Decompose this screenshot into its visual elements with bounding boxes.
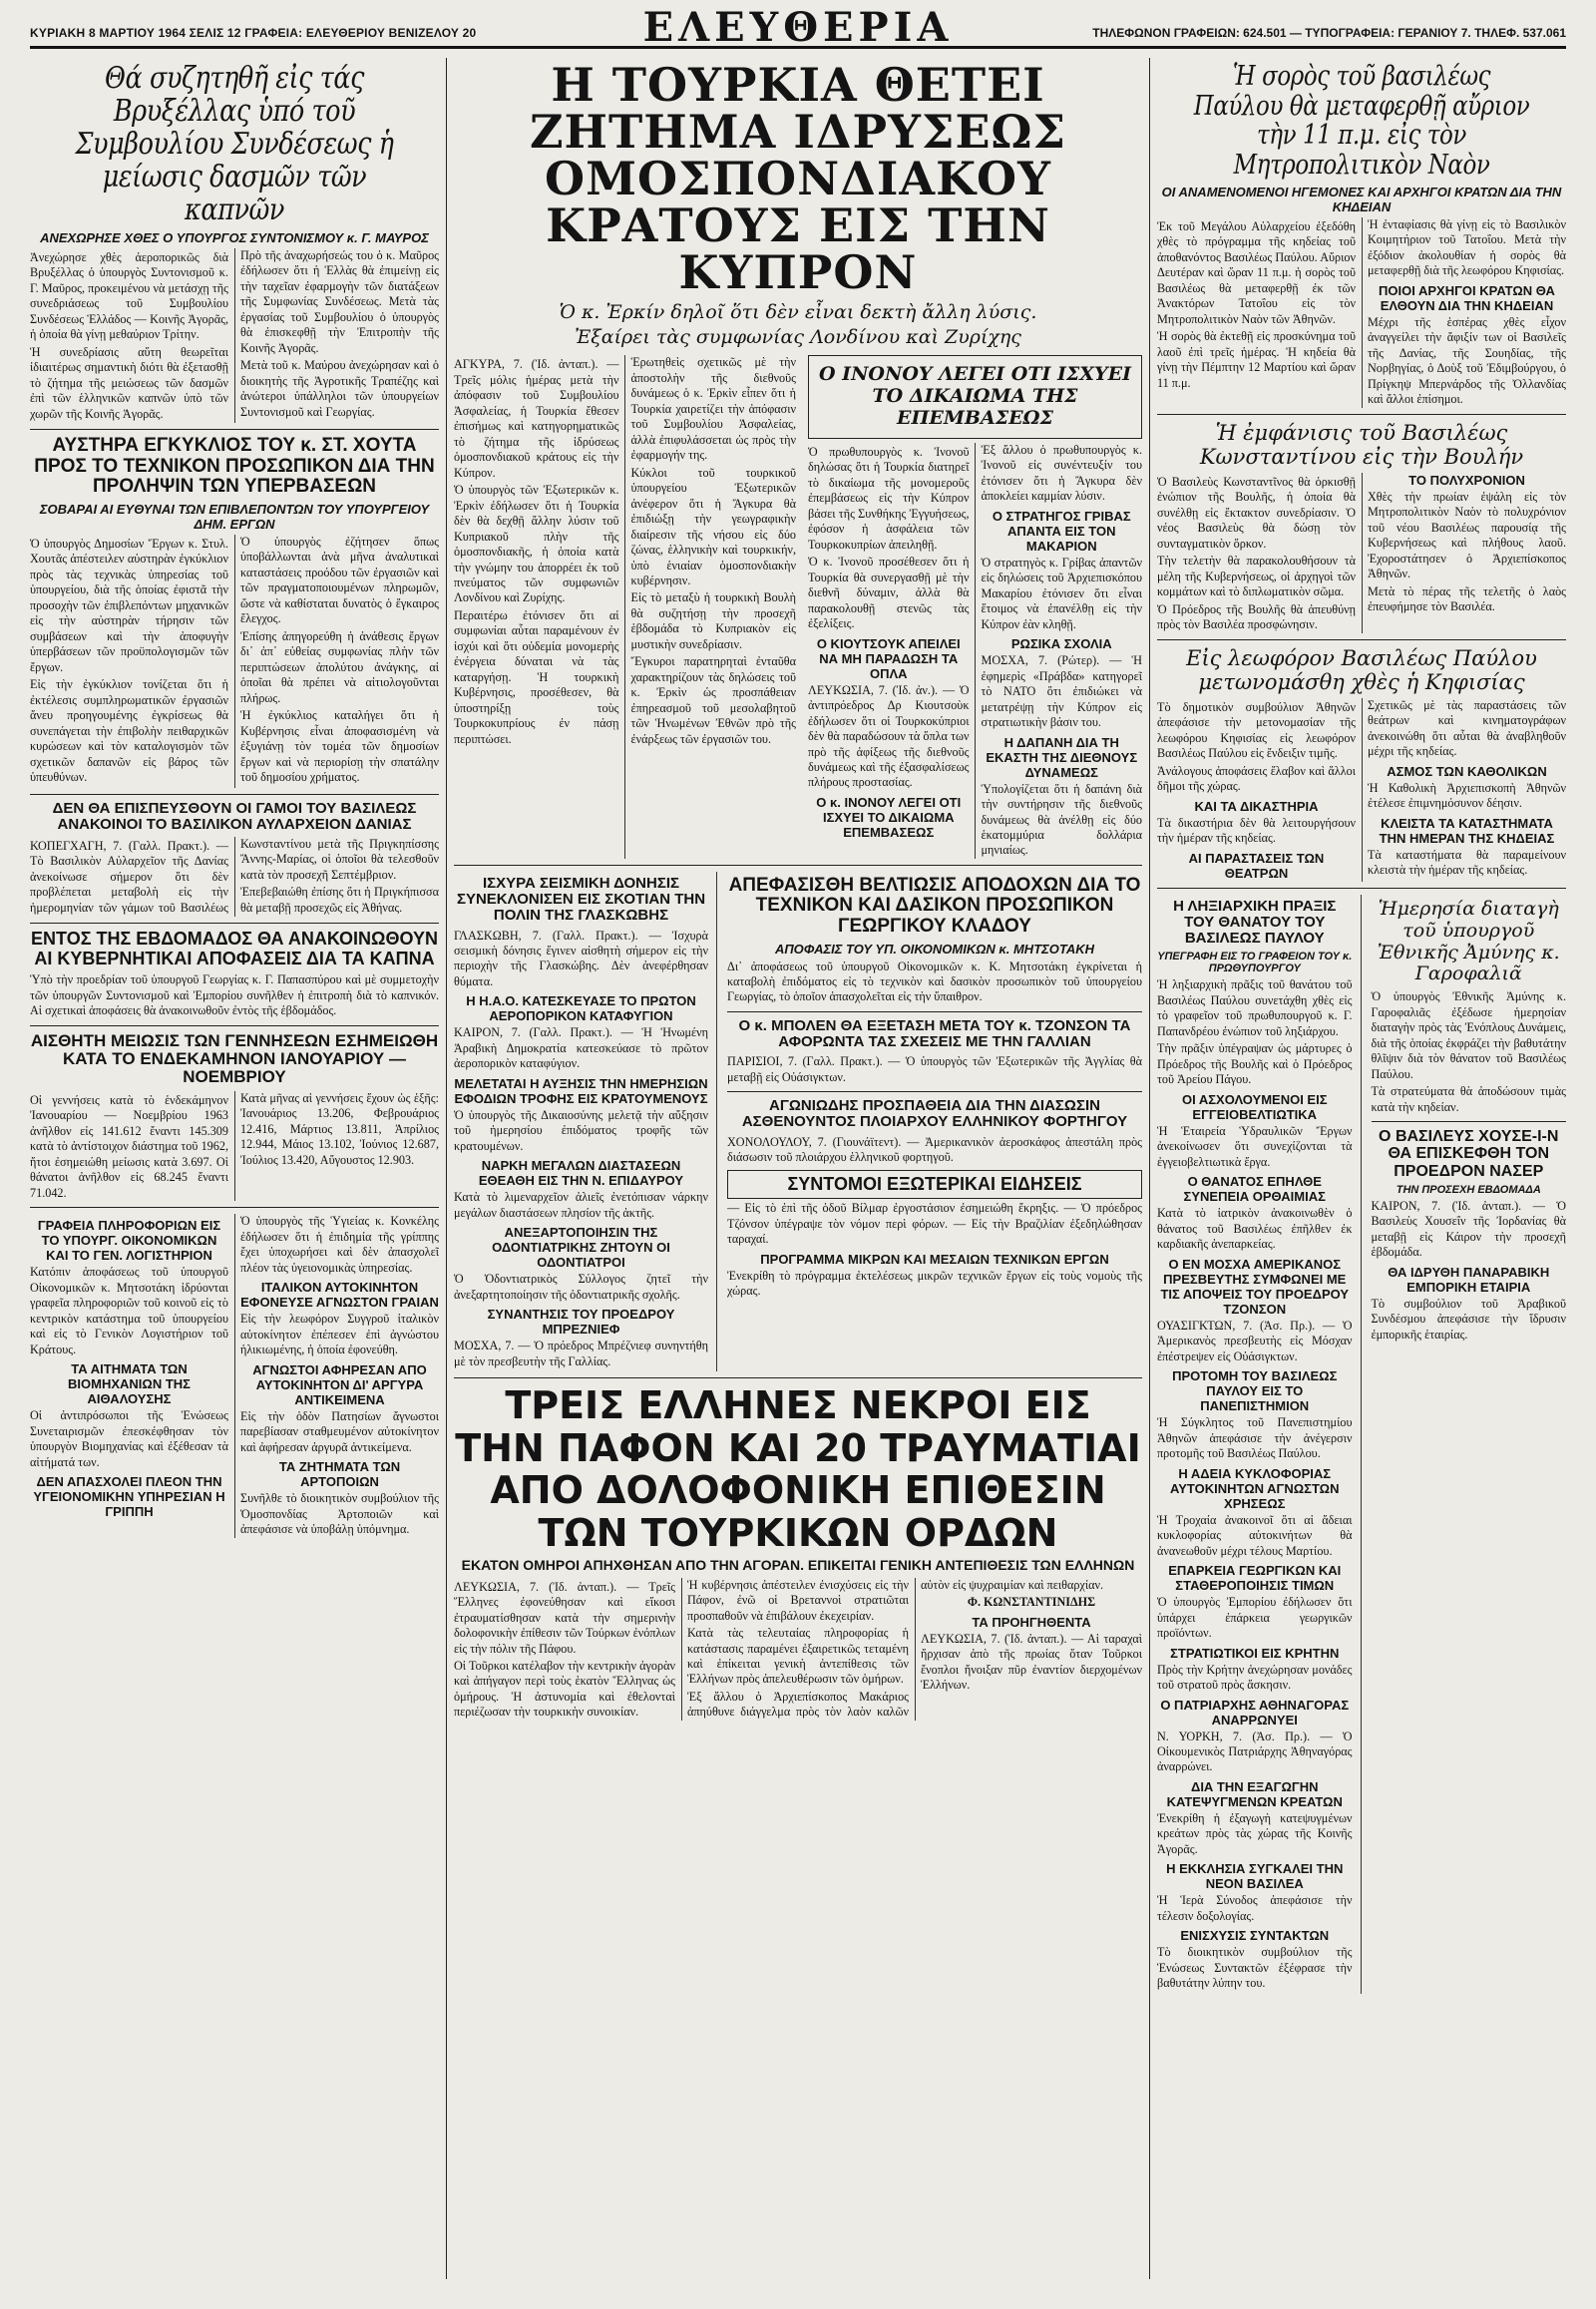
article-paragraph: Κατόπιν ἀποφάσεως τοῦ ὑπουργοῦ Οἰκονομικῶν κ. Μητσοτάκη ἱδρύονται γραφεῖα πληροφοριῶν τοῦ κοινοῦ εἰς τὸ κεντρικὸν κατάστημα τοῦ ὑπουργείου καὶ εἰς τὸ Γενικὸν Λογιστήριον τοῦ Κράτους. (30, 1265, 228, 1356)
article-paragraph: Ἡ συνεδρίασις αὕτη θεωρεῖται ἰδιαιτέρως σημαντικὴ διότι θὰ ἐξετασθῇ τὸ ζήτημα τῆς μειώσεως τῶν δασμῶν ἐπὶ τῶν ἑλληνικῶν καπνῶν ὑπὸ τῶν χωρῶν τῆς Κοινῆς Ἀγορᾶς. (30, 344, 228, 421)
headline: Η ΔΑΠΑΝΗ ΔΙΑ ΤΗ ΕΚΑΣΤΗ ΤΗΣ ΔΙΕΘΝΟΥΣ ΔΥΝΑΜΕΩΣ (986, 734, 1138, 780)
headline: ΑΓΝΩΣΤΟΙ ΑΦΗΡΕΣΑΝ ΑΠΟ ΑΥΤΟΚΙΝΗΤΟΝ ΔΙ' ΑΡΓΥΡΑ ΑΝΤΙΚΕΙΜΕΝΑ (252, 1361, 427, 1407)
headline: Η Η.Α.Ο. ΚΑΤΕΣΚΕΥΑΣΕ ΤΟ ΠΡΩΤΟΝ ΑΕΡΟΠΟΡΙΚΟΝ ΚΑΤΑΦΥΓΙΟΝ (466, 993, 696, 1024)
article-paragraph: ΜΟΣΧΑ, 7. — Ὁ πρόεδρος Μπρέζνιεφ συνηντήθη μὲ τὸν πρεσβευτὴν τῆς Γαλλίας. (454, 1339, 708, 1368)
paphos-headline: ΤΡΕΙΣ ΕΛΛΗΝΕΣ ΝΕΚΡΟΙ ΕΙΣ ΤΗΝ ΠΑΦΟΝ ΚΑΙ 20 ΤΡΑΥΜΑΤΙΑΙ ΑΠΟ ΔΟΛΟΦΟΝΙΚΗ ΕΠΙΘΕΣΙΝ ΤΩΝ ΤΟΥΡΚΙΚΩΝ ΟΡΔΩΝ (455, 1383, 1141, 1555)
article-paragraph: Οἱ γεννήσεις κατὰ τὸ ἑνδεκάμηνον Ἰανουαρίου — Νοεμβρίου 1963 ἀνῆλθον εἰς 141.612 ἔναντι 145.309 κατὰ τὸ ἀντίστοιχον διάστημα τοῦ 1962, ἤτοι ἐσημειώθη μείωσις κατὰ 3.697. Οἱ θάνατοι ἀνῆλθον εἰς 68.245 ἔναντι 71.042. (30, 1092, 228, 1200)
divider (30, 429, 439, 430)
divider (30, 923, 439, 924)
article-paragraph: Ἀνεχώρησε χθὲς ἀεροπορικῶς διὰ Βρυξέλλας ὁ ὑπουργὸς Συντονισμοῦ κ. Γ. Μαῦρος, προκειμένου νὰ μετάσχῃ τῆς συνεδριάσεως τοῦ Συμβουλίου Συνδέσεως Ἑλλάδος — Κοινῆς Ἀγορᾶς, ἡ ὁποία θὰ γίνῃ μεθαύριον Τρίτην. (30, 250, 228, 342)
article-paragraph: Κατὰ τὸ ἰατρικὸν ἀνακοινωθὲν ὁ θάνατος τοῦ Βασιλέως ἐπῆλθεν ἐκ καρδιακῆς ἀνεπαρκείας. (1157, 1206, 1353, 1252)
masthead-phones: ΤΗΛΕΦΩΝΟΝ ΓΡΑΦΕΙΩΝ: 624.501 — ΤΥΠΟΓΡΑΦΕΙΑ: ΓΕΡΑΝΙΟΥ 7. ΤΗΛΕΦ. 537.061 (1092, 26, 1566, 40)
headline: ΠΡΟΓΡΑΜΜΑ ΜΙΚΡΩΝ ΚΑΙ ΜΕΣΑΙΩΝ ΤΕΧΝΙΚΩΝ ΕΡΓΩΝ (760, 1251, 1109, 1267)
byline: ΑΝΕΧΩΡΗΣΕ ΧΘΕΣ Ο ΥΠΟΥΡΓΟΣ ΣΥΝΤΟΝΙΣΜΟΥ κ. Γ. ΜΑΥΡΟΣ (40, 230, 429, 245)
article-paragraph: Ὁ κ. Ἰνονοῦ προσέθεσεν ὅτι ἡ Τουρκία θὰ συνεργασθῇ μὲ τὴν διεθνῆ δύναμιν, ἀλλὰ θὰ παρακολουθῇ στενῶς τὰς ἐξελίξεις. (808, 555, 970, 631)
article-paragraph: Εἰς τὴν λεωφόρον Συγγροῦ ἰταλικὸν αὐτοκίνητον ἐπέπεσεν ἐπὶ ἀγνώστου ἡλικιωμένης, ἡ ὁποία ἐφονεύθη. (240, 1312, 439, 1357)
headline: ΑΓΩΝΙΩΔΗΣ ΠΡΟΣΠΑΘΕΙΑ ΔΙΑ ΤΗΝ ΔΙΑΣΩΣΙΝ ΑΣΘΕΝΟΥΝΤΟΣ ΠΛΟΙΑΡΧΟΥ ΕΛΛΗΝΙΚΟΥ ΦΟΡΤΗΓΟΥ (741, 1097, 1128, 1131)
masthead (30, 6, 1566, 49)
article-paragraph: — Εἰς τὸ ἐπὶ τῆς ὁδοῦ Βίλμαρ ἐργοστάσιον ἐσημειώθη ἔκρηξις. — Ὁ πρόεδρος Τζόνσον ὑπέγραψε τὸν νόμον περὶ φόρων. — Εἰς τὴν Βραζιλίαν ἐξεδηλώθησαν ταραχαί. (727, 1201, 1142, 1247)
headline: Ἡ ἐμφάνισις τοῦ Βασιλέως Κωνσταντίνου εἰς τὴν Βουλήν (1199, 420, 1524, 469)
article-paragraph: Ἐξ ἄλλου ὁ Ἀρχιεπίσκοπος Μακάριος ἀπηύθυνε διάγγελμα πρὸς τὸν λαὸν καλῶν αὐτὸν εἰς ψυχραιμίαν καὶ πειθαρχίαν. (687, 1577, 1104, 1720)
article-paragraph: Τὰ στρατεύματα θὰ ἀποδώσουν τιμὰς κατὰ τὴν κηδείαν. (1371, 1084, 1566, 1114)
headline: ΜΕΛΕΤΑΤΑΙ Η ΑΥΞΗΣΙΣ ΤΗΝ ΗΜΕΡΗΣΙΩΝ ΕΦΟΔΙΩΝ ΤΡΟΦΗΣ ΕΙΣ ΚΡΑΤΟΥΜΕΝΟΥΣ (454, 1075, 708, 1106)
byline: ΤΗΝ ΠΡΟΣΕΧΗ ΕΒΔΟΜΑΔΑ (1396, 1183, 1541, 1196)
headline: ΓΡΑΦΕΙΑ ΠΛΗΡΟΦΟΡΙΩΝ ΕΙΣ ΤΟ ΥΠΟΥΡΓ. ΟΙΚΟΝΟΜΙΚΩΝ ΚΑΙ ΤΟ ΓΕΝ. ΛΟΓΙΣΤΗΡΙΟΝ (37, 1218, 221, 1264)
signature: Φ. ΚΩΝΣΤΑΝΤΙΝΙΔΗΣ (967, 1595, 1096, 1610)
article-paragraph: Ὁ ὑπουργὸς τῆς Δικαιοσύνης μελετᾷ τὴν αὔξησιν τοῦ ἡμερησίου ἐπιδόματος τροφῆς τῶν κρατουμένων. (454, 1107, 708, 1153)
article-paragraph: Ἐνεκρίθη ἡ ἐξαγωγὴ κατεψυγμένων κρεάτων πρὸς τὰς χώρας τῆς Κοινῆς Ἀγορᾶς. (1157, 1810, 1353, 1856)
boxed-headline (727, 1170, 1142, 1199)
article-paragraph: Ἡ Ἱερὰ Σύνοδος ἀπεφάσισε τὴν τέλεσιν δοξολογίας. (1157, 1893, 1353, 1923)
article-paragraph: Ἐξ ἄλλου ὁ πρωθυπουργὸς κ. Ἰνονοῦ εἰς συνέντευξίν του ἐτόνισεν ὅτι ἡ Ἄγκυρα δὲν ἀποκλείει καμμίαν λύσιν. (981, 442, 1142, 504)
headline: ΑΙ ΠΑΡΑΣΤΑΣΕΙΣ ΤΩΝ ΘΕΑΤΡΩΝ (1188, 850, 1325, 881)
headline: Ο ΒΑΣΙΛΕΥΣ ΧΟΥΣΕ-Ι-Ν ΘΑ ΕΠΙΣΚΕΦΘΗ ΤΟΝ ΠΡΟΕΔΡΟΝ ΝΑΣΕΡ (1379, 1128, 1559, 1180)
center-column (454, 58, 1142, 2279)
headline: Η ΑΔΕΙΑ ΚΥΚΛΟΦΟΡΙΑΣ ΑΥΤΟΚΙΝΗΤΩΝ ΑΓΝΩΣΤΩΝ ΧΡΗΣΕΩΣ (1170, 1465, 1340, 1511)
masthead-dateline: ΚΥΡΙΑΚΗ 8 ΜΑΡΤΙΟΥ 1964 ΣΕΛΙΣ 12 ΓΡΑΦΕΙΑ: ΕΛΕΥΘΕΡΙΟΥ ΒΕΝΙΖΕΛΟΥ 20 (30, 26, 477, 40)
article-paragraph: Ἡ ἐγκύκλιος καταλήγει ὅτι ἡ Κυβέρνησις εἶναι ἀποφασισμένη νὰ ἐξυγιάνῃ τὸν τομέα τῶν δημοσίων ἔργων καὶ νὰ περιορίσῃ τὴν σπατάλην τοῦ δημοσίου χρήματος. (240, 708, 439, 785)
article-paragraph: Τὰ καταστήματα θὰ παραμείνουν κλειστὰ τὴν ἡμέραν τῆς κηδείας. (1368, 847, 1566, 878)
headline: ΑΠΕΦΑΣΙΣΘΗ ΒΕΛΤΙΩΣΙΣ ΑΠΟΔΟΧΩΝ ΔΙΑ ΤΟ ΤΕΧΝΙΚΟΝ ΚΑΙ ΔΑΣΙΚΟΝ ΠΡΟΣΩΠΙΚΟΝ ΓΕΩΡΓΙΚΟΥ ΚΛΑΔΟΥ (728, 874, 1141, 937)
masthead-title: ΕΛΕΥΘΕΡΙΑ (642, 4, 954, 51)
headline: Ο ΠΑΤΡΙΑΡΧΗΣ ΑΘΗΝΑΓΟΡΑΣ ΑΝΑΡΡΩΝΥΕΙ (1160, 1697, 1350, 1728)
main-headline: Η ΤΟΥΡΚΙΑ ΘΕΤΕΙ ΖΗΤΗΜΑ ΙΔΡΥΣΕΩΣ ΟΜΟΣΠΟΝΔΙΑΚΟΥ ΚΡΑΤΟΥΣ ΕΙΣ ΤΗΝ ΚΥΠΡΟΝ (529, 58, 1067, 299)
headline: ΟΙ ΑΣΧΟΛΟΥΜΕΝΟΙ ΕΙΣ ΕΓΓΕΙΟΒΕΛΤΙΩΤΙΚΑ (1181, 1091, 1328, 1122)
headline: Ο ΘΑΝΑΤΟΣ ΕΠΗΛΘΕ ΣΥΝΕΠΕΙΑ ΟΡΘΑΙΜΙΑΣ (1183, 1174, 1326, 1205)
headline: Η ΕΚΚΛΗΣΙΑ ΣΥΓΚΑΛΕΙ ΤΗΝ ΝΕΟΝ ΒΑΣΙΛΕΑ (1166, 1861, 1344, 1892)
article-paragraph: ΚΑΙΡΟΝ, 7. (Γαλλ. Πρακτ.). — Ἡ Ἡνωμένη Ἀραβικὴ Δημοκρατία κατεσκεύασε τὸ πρῶτον ἀεροπορικὸν καταφύγιον. (454, 1025, 708, 1071)
deck: Ἐξαίρει τὰς συμφωνίας Λονδίνου καὶ Ζυρίχης (575, 326, 1021, 349)
article-paragraph: Ἡ Ἑταιρεία Ὑδραυλικῶν Ἔργων ἀνεκοίνωσεν ὅτι συνεχίζονται τὰ ἐγγειοβελτιωτικὰ ἔργα. (1157, 1123, 1353, 1169)
headline: ΤΟ ΠΟΛΥΧΡΟΝΙΟΝ (1408, 472, 1525, 488)
headline: ΝΑΡΚΗ ΜΕΓΑΛΩΝ ΔΙΑΣΤΑΣΕΩΝ ΕΘΕΑΘΗ ΕΙΣ ΤΗΝ Ν. ΕΠΙΔΑΥΡΟΥ (478, 1158, 684, 1189)
article-paragraph: ΚΑΙΡΟΝ, 7. (Ἰδ. ἀνταπ.). — Ὁ Βασιλεὺς Χουσεΐν τῆς Ἰορδανίας θὰ μεταβῇ εἰς Κάιρον τὴν προσεχῆ ἑβδομάδα. (1371, 1198, 1566, 1260)
deck: Ὁ κ. Ἐρκίν δηλοῖ ὅτι δὲν εἶναι δεκτὴ ἄλλη λύσις. (559, 300, 1037, 323)
headline: Ο ΚΙΟΥΤΣΟΥΚ ΑΠΕΙΛΕΙ ΝΑ ΜΗ ΠΑΡΑΔΩΣΗ ΤΑ ΟΠΛΑ (816, 635, 961, 681)
article-paragraph: Τὸ διοικητικὸν συμβούλιον τῆς Ἑνώσεως Συντακτῶν ἐξέφρασε τὴν βαθυτάτην λύπην του. (1157, 1945, 1353, 1991)
article-paragraph: Ἡ Καθολικὴ Ἀρχιεπισκοπὴ Ἀθηνῶν ἐτέλεσε ἐπιμνημόσυνον δέησιν. (1368, 780, 1566, 811)
article-paragraph: Ἐνεκρίθη τὸ πρόγραμμα ἐκτελέσεως μικρῶν τεχνικῶν ἔργων εἰς τοὺς νομοὺς τῆς χώρας. (727, 1268, 1142, 1299)
article-paragraph: Εἰς τὸ μεταξὺ ἡ τουρκικὴ Βουλὴ θὰ συζητήσῃ τὴν προσεχῆ ἑβδομάδα τὸ Κυπριακὸν εἰς μυστικὴν συνεδρίασιν. (630, 590, 796, 651)
article-paragraph: Ἡ σορὸς θὰ ἐκτεθῇ εἰς προσκύνημα τοῦ λαοῦ ἐπὶ τρεῖς ἡμέρας. Ἡ κηδεία θὰ γίνῃ τὴν Πέμπτην 12 Μαρτίου καὶ ὥραν 11 π.μ. (1157, 329, 1356, 390)
headline: ΣΤΡΑΤΙΩΤΙΚΟΙ ΕΙΣ ΚΡΗΤΗΝ (1170, 1645, 1340, 1661)
headline: ΙΤΑΛΙΚΟΝ ΑΥΤΟΚΙΝΗΤΟΝ ΕΦΟΝΕΥΣΕ ΑΓΝΩΣΤΟΝ ΓΡΑΙΑΝ (240, 1280, 439, 1311)
article-paragraph: Ἡ Τροχαία ἀνακοινοῖ ὅτι αἱ ἄδειαι κυκλοφορίας αὐτοκινήτων θὰ ἀνανεωθοῦν μέχρι τέλους Μαρτίου. (1157, 1512, 1353, 1558)
divider (454, 1377, 1142, 1378)
article-paragraph: Ἔγκυροι παρατηρηταὶ ἐνταῦθα χαρακτηρίζουν τὰς δηλώσεις τοῦ κ. Ἐρκὶν ὡς προσπάθειαν ἐπηρεασμοῦ τοῦ μεσολαβητοῦ τῶν Ἡνωμένων Ἐθνῶν πρὸ τῆς ἐνάρξεως τῶν ἐργασιῶν του. (630, 654, 796, 746)
article-paragraph: Οἱ ἀντιπρόσωποι τῆς Ἑνώσεως Συνεταιρισμῶν ἐπεσκέφθησαν τὸν ὑπουργὸν Βιομηχανίας καὶ ἐξέθεσαν τὰ αἰτήματά των. (30, 1408, 228, 1469)
article-paragraph: Ἐπίσης ἀπηγορεύθη ἡ ἀνάθεσις ἔργων δι᾽ ἀπ᾽ εὐθείας συμφωνίας πλὴν τῶν περιπτώσεων ἀπολύτου ἀνάγκης, αἱ ὁποῖαι θὰ πρέπει νὰ αἰτιολογοῦνται πλήρως. (240, 628, 439, 705)
article-paragraph: Μέχρι τῆς ἑσπέρας χθὲς εἶχον ἀναγγείλει τὴν ἄφιξίν των οἱ Βασιλεῖς τῆς Δανίας, τῆς Σουηδίας, τῆς Νορβηγίας, ὁ Δοὺξ τοῦ Ἐδιμβούργου, ὁ Πρίγκηψ Μπερνάρδος τῆς Ὀλλανδίας καὶ ἄλλοι ἐπίσημοι. (1368, 314, 1566, 407)
byline: ΥΠΕΓΡΑΦΗ ΕΙΣ ΤΟ ΓΡΑΦΕΙΟΝ ΤΟΥ κ. ΠΡΩΘΥΠΟΥΡΓΟΥ (1157, 951, 1353, 975)
article-paragraph: Ν. ΥΟΡΚΗ, 7. (Ἀσ. Πρ.). — Ὁ Οἰκουμενικὸς Πατριάρχης Ἀθηναγόρας ἀναρρώνει. (1157, 1729, 1353, 1774)
article-paragraph: Εἰς τὴν ἐγκύκλιον τονίζεται ὅτι ἡ ἐκτέλεσις συμπληρωματικῶν ἐργασιῶν ἄνευ προηγουμένης ἐγκρίσεως θὰ συνεπάγεται τὴν ἐπιβολὴν πειθαρχικῶν κυρώσεων καὶ τὸν καταλογισμὸν τῶν σχετικῶν δαπανῶν εἰς βάρος τῶν ὑπευθύνων. (30, 677, 228, 785)
headline: ΔΕΝ ΘΑ ΕΠΙΣΠΕΥΣΘΟΥΝ ΟΙ ΓΑΜΟΙ ΤΟΥ ΒΑΣΙΛΕΩΣ ΑΝΑΚΟΙΝΟΙ ΤΟ ΒΑΣΙΛΙΚΟΝ ΑΥΛΑΡΧΕΙΟΝ ΔΑΝΙΑΣ (52, 799, 417, 833)
article-paragraph: ΑΓΚΥΡΑ, 7. (Ἰδ. ἀνταπ.). — Τρεῖς μόλις ἡμέρας μετὰ τὴν ἀπόφασιν τοῦ Συμβουλίου Ἀσφαλείας, ἡ Τουρκία ἔθεσεν ἐπισήμως καὶ κατηγορηματικῶς τὸ ζήτημα τῆς ἱδρύσεως ὁμοσπονδιακοῦ κράτους εἰς τὴν Κύπρον. (454, 357, 619, 480)
divider (1157, 639, 1566, 640)
headline: ΘΑ ΙΔΡΥΘΗ ΠΑΝΑΡΑΒΙΚΗ ΕΜΠΟΡΙΚΗ ΕΤΑΙΡΙΑ (1388, 1264, 1550, 1295)
article-paragraph: Ἡ Σύγκλητος τοῦ Πανεπιστημίου Ἀθηνῶν ἀπεφάσισε τὴν ἀνέγερσιν προτομῆς τοῦ Βασιλέως Παύλου. (1157, 1415, 1353, 1461)
article-paragraph: Δι᾽ ἀποφάσεως τοῦ ὑπουργοῦ Οἰκονομικῶν κ. Κ. Μητσοτάκη ἐγκρίνεται ἡ καταβολὴ ἐπιδόματος εἰς τὸ τεχνικὸν καὶ δασικὸν προσωπικὸν τοῦ ὑπουργείου Γεωργίας, τὸ ὁποῖον ἀπασχολεῖται εἰς τὴν ὕπαιθρον. (727, 959, 1142, 1004)
article-paragraph: Κύκλοι τοῦ τουρκικοῦ ὑπουργείου Ἐξωτερικῶν ἀνέφερον ὅτι ἡ Ἄγκυρα θὰ ἐπιδιώξῃ τὴν γεωγραφικὴν διαίρεσιν τῆς νήσου εἰς δύο ζώνας, ἑλληνικὴν καὶ τουρκικήν, ὑπὸ ἑνιαίαν ὁμοσπονδιακὴν κυβέρνησιν. (630, 465, 796, 587)
article-paragraph: Μετὰ τοῦ κ. Μαύρου ἀνεχώρησαν καὶ ὁ διοικητὴς τῆς Ἀγροτικῆς Τραπέζης καὶ ἀνώτεροι ὑπάλληλοι τῶν ὑπουργείων Συντονισμοῦ καὶ Γεωργίας. (240, 358, 439, 419)
article-paragraph: Πρὸ τῆς ἀναχωρήσεώς του ὁ κ. Μαῦρος ἐδήλωσεν ὅτι ἡ Ἑλλὰς θὰ ἐπιμείνῃ εἰς τὴν ταχεῖαν ἐφαρμογὴν τῶν διατάξεων τῆς Συμφωνίας Συνδέσεως. Μετὰ τὰς ἐργασίας τοῦ Συμβουλίου ὁ ὑπουργὸς θὰ ἐπισκεφθῇ τὴν Ἐπιτροπὴν τῆς Κοινῆς Ἀγορᾶς. (240, 248, 439, 355)
article-paragraph: Εἰς τὴν ὁδὸν Πατησίων ἄγνωστοι παρεβίασαν σταθμευμένον αὐτοκίνητον καὶ ἀφήρεσαν ἀργυρᾶ ἀντικείμενα. (240, 1408, 439, 1454)
headline: ΔΙΑ ΤΗΝ ΕΞΑΓΩΓΗΝ ΚΑΤΕΨΥΓΜΕΝΩΝ ΚΡΕΑΤΩΝ (1166, 1778, 1343, 1809)
column-rule (446, 58, 447, 2279)
right-column (1157, 58, 1566, 2279)
headline: Η ΛΗΞΙΑΡΧΙΚΗ ΠΡΑΞΙΣ ΤΟΥ ΘΑΝΑΤΟΥ ΤΟΥ ΒΑΣΙΛΕΩΣ ΠΑΥΛΟΥ (1173, 897, 1337, 948)
article-paragraph: Ὁ ὑπουργὸς ἐζήτησεν ὅπως ὑποβάλλωνται ἀνὰ μῆνα ἀναλυτικαὶ καταστάσεις προόδου τῶν ἐργασιῶν καὶ τῶν πραγματοποιουμένων πληρωμῶν, ὥστε νὰ καθίσταται δυνατὸς ὁ ἔγκαιρος ἔλεγχος. (240, 534, 439, 626)
headline: Ο κ. ΜΠΟΛΕΝ ΘΑ ΕΞΕΤΑΣΗ ΜΕΤΑ ΤΟΥ κ. ΤΖΟΝΣΟΝ ΤΑ ΑΦΟΡΩΝΤΑ ΤΑΣ ΣΧΕΣΕΙΣ ΜΕ ΤΗΝ ΓΑΛΛΙΑΝ (738, 1016, 1131, 1051)
headline: Ο ΙΝΟΝΟΥ ΛΕΓΕΙ ΟΤΙ ΙΣΧΥΕΙ ΤΟ ΔΙΚΑΙΩΜΑ ΤΗΣ ΕΠΕΜΒΑΣΕΩΣ (819, 363, 1131, 429)
article-paragraph: Οἱ Τοῦρκοι κατέλαβον τὴν κεντρικὴν ἀγορὰν καὶ ἀπήγαγον περὶ τοὺς ἑκατὸν Ἕλληνας ὡς ὁμήρους. Ἡ ἀστυνομία καὶ ἐθελονταὶ περιέζωσαν τὴν τουρκικὴν συνοικίαν. (454, 1658, 675, 1720)
article-paragraph: Ὑπὸ τὴν προεδρίαν τοῦ ὑπουργοῦ Γεωργίας κ. Γ. Παπασπύρου καὶ μὲ συμμετοχὴν τῶν ὑπουργῶν Συντονισμοῦ καὶ Ἐμπορίου συνῆλθεν ἡ ἐπιτροπὴ διὰ τὸ καπνικόν. Αἱ σχετικαὶ ἀποφάσεις θὰ ἀνακοινωθοῦν ἐντὸς τῆς ἑβδομάδος. (30, 972, 439, 1018)
article-paragraph: Ἡ κυβέρνησις ἀπέστειλεν ἐνισχύσεις εἰς τὴν Πάφον, ἐνῶ οἱ Βρεταννοὶ στρατιῶται προσπαθοῦν νὰ ἐπιβάλουν ἐκεχειρίαν. (687, 1577, 909, 1623)
headline: ΑΙΣΘΗΤΗ ΜΕΙΩΣΙΣ ΤΩΝ ΓΕΝΝΗΣΕΩΝ ΕΣΗΜΕΙΩΘΗ ΚΑΤΑ ΤΟ ΕΝΔΕΚΑΜΗΝΟΝ ΙΑΝΟΥΑΡΙΟΥ — ΝΟΕΜΒΡΙΟΥ (30, 1030, 439, 1087)
article-paragraph: Ὁ Ὀδοντιατρικὸς Σύλλογος ζητεῖ τὴν ἀνεξαρτητοποίησιν τῆς ὀδοντιατρικῆς σχολῆς. (454, 1272, 708, 1302)
article-paragraph: Περαιτέρω ἐτόνισεν ὅτι αἱ συμφωνίαι αὗται παραμένουν ἐν ἰσχύι καὶ ὅτι οὐδεμία μονομερὴς ἐνέργεια δύναται νὰ τὰς καταργήσῃ. Ἡ τουρκικὴ Κυβέρνησις, προσέθεσεν, θὰ ὑποστηρίξῃ τοὺς Τουρκοκυπρίους ἐν πάσῃ περιπτώσει. (454, 607, 619, 746)
article-paragraph: Ὁ ὑπουργὸς Ἐμπορίου ἐδήλωσεν ὅτι ὑπάρχει ἐπάρκεια γεωργικῶν προϊόντων. (1157, 1595, 1353, 1641)
article-paragraph: Ὁ Πρόεδρος τῆς Βουλῆς θὰ ἀπευθύνῃ πρὸς τὸν Βασιλέα προσφώνησιν. (1157, 601, 1356, 632)
article-paragraph: Ὁ πρωθυπουργὸς κ. Ἰνονοῦ δηλώσας ὅτι ἡ Τουρκία διατηρεῖ τὸ δικαίωμα τῆς μονομεροῦς ἐπεμβάσεως εἰς τὴν Κύπρον βάσει τῆς Συνθήκης Ἐγγυήσεως, ἐφόσον ἡ ἀσφάλεια τῶν Τουρκοκυπρίων ἀπειληθῇ. (808, 444, 970, 552)
divider (454, 865, 1142, 866)
article-paragraph: Ὁ ὑπουργὸς Ἐθνικῆς Ἀμύνης κ. Γαροφαλιᾶς ἐξέδωσε ἡμερησίαν διαταγὴν πρὸς τὰς Ἐνόπλους Δυνάμεις, διὰ τῆς ὁποίας ἐκφράζει τὴν βαθυτάτην θλῖψιν διὰ τὸν θάνατον τοῦ Βασιλέως Παύλου. (1371, 989, 1566, 1081)
byline: ΑΠΟΦΑΣΙΣ ΤΟΥ ΥΠ. ΟΙΚΟΝΟΜΙΚΩΝ κ. ΜΗΤΣΟΤΑΚΗ (774, 941, 1095, 957)
article-paragraph: Ὁ Βασιλεὺς Κωνσταντῖνος θὰ ὁρκισθῇ ἐνώπιον τῆς Βουλῆς, ἡ ὁποία θὰ συνέλθῃ εἰς ἔκτακτον συνεδρίασιν. Ὁ νέος Βασιλεὺς θὰ δώσῃ τὸν συνταγματικὸν ὅρκον. (1157, 474, 1356, 551)
article-paragraph: Ἐρωτηθεὶς σχετικῶς μὲ τὴν ἀποστολὴν τῆς διεθνοῦς δυνάμεως ὁ κ. Ἐρκὶν εἶπεν ὅτι ἡ Τουρκία χαιρετίζει τὴν ἀπόφασιν τοῦ Συμβουλίου Ἀσφαλείας, ἀλλὰ ἐπιφυλάσσεται ὡς πρὸς τὴν ἐφαρμογήν της. (630, 355, 796, 463)
article-paragraph: Τὸ συμβούλιον τοῦ Ἀραβικοῦ Συνδέσμου ἀπεφάσισε τὴν ἵδρυσιν ἐμπορικῆς ἑταιρίας. (1371, 1296, 1566, 1342)
article-paragraph: Ὁ ὑπουργὸς τῆς Ὑγιείας κ. Κονκέλης ἐδήλωσεν ὅτι ἡ ἐπιδημία τῆς γρίππης ἔχει ὑποχωρήσει καὶ δὲν ἀπασχολεῖ πλέον τὰς ὑγειονομικὰς ὑπηρεσίας. (240, 1214, 439, 1275)
article-paragraph: Τὴν πρᾶξιν ὑπέγραψαν ὡς μάρτυρες ὁ Πρόεδρος τῆς Βουλῆς καὶ ὁ Πρόεδρος τοῦ Ἀρείου Πάγου. (1157, 1041, 1353, 1087)
divider (30, 1025, 439, 1026)
article-paragraph: Ἀνάλογους ἀποφάσεις ἔλαβον καὶ ἄλλοι δῆμοι τῆς χώρας. (1157, 763, 1356, 794)
article-paragraph: Σχετικῶς μὲ τὰς παραστάσεις τῶν θεάτρων καὶ κινηματογράφων ἀνεκοινώθη ὅτι αὗται θὰ ἀναβληθοῦν μέχρι τῆς κηδείας. (1368, 698, 1566, 759)
article-paragraph: Ἐπεβεβαιώθη ἐπίσης ὅτι ἡ Πριγκήπισσα θὰ μεταβῇ προσεχῶς εἰς Ἀθήνας. (240, 885, 439, 915)
article-paragraph: ΟΥΑΣΙΓΚΤΩΝ, 7. (Ἀσ. Πρ.). — Ὁ Ἀμερικανὸς πρεσβευτὴς εἰς Μόσχαν ἐπέστρεψεν εἰς Οὐάσιγκτων. (1157, 1318, 1353, 1363)
headline: Θά συζητηθῆ εἰς τάς Βρυξέλλας ὑπό τοῦ Συμβουλίου Συνδέσεως ἡ μείωσις δασμῶν τῶν καπνῶν (75, 61, 394, 227)
article-paragraph: Ὁ ὑπουργὸς τῶν Ἐξωτερικῶν κ. Ἐρκὶν ἐδήλωσεν ὅτι ἡ Τουρκία δὲν θὰ δεχθῇ ἄλλην λύσιν τοῦ Κυπριακοῦ πλὴν τῆς ὁμοσπονδιακῆς, ἡ ὁποία κατὰ τὴν γνώμην του ἀπορρέει ἐκ τοῦ πνεύματος τῶν συμφωνιῶν Λονδίνου καὶ Ζυρίχης. (454, 483, 619, 605)
headline: ΚΑΙ ΤΑ ΔΙΚΑΣΤΗΡΙΑ (1194, 798, 1319, 814)
article-paragraph: Τὴν τελετὴν θὰ παρακολουθήσουν τὰ μέλη τῆς Κυβερνήσεως, οἱ ἀρχηγοὶ τῶν κομμάτων καὶ τὸ διπλωματικὸν σῶμα. (1157, 554, 1356, 599)
headline: ΠΡΟΤΟΜΗ ΤΟΥ ΒΑΣΙΛΕΩΣ ΠΑΥΛΟΥ ΕΙΣ ΤΟ ΠΑΝΕΠΙΣΤΗΜΙΟΝ (1172, 1368, 1338, 1414)
article-paragraph: ΛΕΥΚΩΣΙΑ, 7. (Ἰδ. ἀνταπ.). — Τρεῖς Ἕλληνες ἐφονεύθησαν καὶ εἴκοσι ἐτραυματίσθησαν κατὰ τὴν σημερινὴν δολοφονικὴν ἐπίθεσιν τῶν Τούρκων ἐνόπλων εἰς τὴν πόλιν τῆς Πάφου. (454, 1579, 675, 1656)
headline: Ἡ σορὸς τοῦ βασιλέως Παύλου θὰ μεταφερθῇ αὔριον τὴν 11 π.μ. εἰς τὸν Μητροπολιτικὸν Ναὸν (1193, 61, 1530, 182)
divider (727, 1091, 1142, 1092)
article-paragraph: ΧΟΝΟΛΟΥΛΟΥ, 7. (Γιουνάϊτεντ). — Ἀμερικανικὸν ἀεροσκάφος ἀπεστάλη πρὸς διάσωσιν τοῦ πλοιάρχου ἑλληνικοῦ φορτηγοῦ. (727, 1134, 1142, 1165)
article-paragraph: ΛΕΥΚΩΣΙΑ, 7. (Ἰδ. ἀνταπ.). — Αἱ ταραχαὶ ἤρχισαν ἀπὸ τῆς πρωίας ὅταν Τοῦρκοι ἔνοπλοι ἤνοιξαν πῦρ ἐναντίον διερχομένων Ἑλλήνων. (921, 1631, 1142, 1692)
headline: ΠΟΙΟΙ ΑΡΧΗΓΟΙ ΚΡΑΤΩΝ ΘΑ ΕΛΘΟΥΝ ΔΙΑ ΤΗΝ ΚΗΔΕΙΑΝ (1379, 282, 1555, 313)
divider (1157, 888, 1566, 889)
article-paragraph: ΠΑΡΙΣΙΟΙ, 7. (Γαλλ. Πρακτ.). — Ὁ ὑπουργὸς τῶν Ἐξωτερικῶν τῆς Ἀγγλίας θὰ μεταβῇ εἰς Οὐάσιγκτων. (727, 1054, 1142, 1084)
article-paragraph: ΚΟΠΕΓΧΑΓΗ, 7. (Γαλλ. Πρακτ.). — Τὸ Βασιλικὸν Αὐλαρχεῖον τῆς Δανίας ἀνεκοίνωσε σήμερον ὅτι δὲν προβλέπεται μεταβολὴ εἰς τὴν ἡμερομηνίαν τῶν γάμων τοῦ Βασιλέως Κωνσταντίνου μετὰ τῆς Πριγκηπίσσης Ἄννης-Μαρίας, οἱ ὁποῖοι θὰ τελεσθοῦν κατὰ τὸν προσεχῆ Σεπτέμβριον. (30, 837, 439, 915)
headline: ΤΑ ΖΗΤΗΜΑΤΑ ΤΩΝ ΑΡΤΟΠΟΙΩΝ (278, 1459, 401, 1490)
headline: Ο κ. ΙΝΟΝΟΥ ΛΕΓΕΙ ΟΤΙ ΙΣΧΥΕΙ ΤΟ ΔΙΚΑΙΩΜΑ ΕΠΕΜΒΑΣΕΩΣ (816, 794, 962, 840)
headline-sub: ΕΚΑΤΟΝ ΟΜΗΡΟΙ ΑΠΗΧΘΗΣΑΝ ΑΠΟ ΤΗΝ ΑΓΟΡΑΝ. ΕΠΙΚΕΙΤΑΙ ΓΕΝΙΚΗ ΑΝΤΕΠΙΘΕΣΙΣ ΤΩΝ ΕΛΛΗΝΩΝ (461, 1557, 1135, 1574)
article-paragraph: Ἡ ληξιαρχικὴ πρᾶξις τοῦ θανάτου τοῦ Βασιλέως Παύλου συνετάχθη χθὲς εἰς τὸ γραφεῖον τοῦ πρωθυπουργοῦ κ. Γ. Παπανδρέου ἐνώπιον τοῦ ληξιάρχου. (1157, 977, 1353, 1038)
boxed-headline (808, 355, 1142, 439)
article-paragraph: ΛΕΥΚΩΣΙΑ, 7. (Ἰδ. ἀν.). — Ὁ ἀντιπρόεδρος Δρ Κιουτσοὺκ ἐδήλωσεν ὅτι οἱ Τουρκοκύπριοι δὲν θὰ παραδώσουν τὰ ὅπλα των πρὸ τῆς ἀφίξεως τῆς διεθνοῦς δυνάμεως καὶ τῆς ἐξασφαλίσεως πλήρους προστασίας. (808, 682, 970, 790)
headline: ΤΑ ΠΡΟΗΓΗΘΕΝΤΑ (972, 1614, 1091, 1630)
headline: ΕΝΙΣΧΥΣΙΣ ΣΥΝΤΑΚΤΩΝ (1180, 1928, 1330, 1944)
headline: Ἡμερησία διαταγὴ τοῦ ὑπουργοῦ Ἐθνικῆς Ἀμύνης κ. Γαροφαλιᾶ (1377, 897, 1560, 985)
headline: Ο ΕΝ ΜΟΣΧΑ ΑΜΕΡΙΚΑΝΟΣ ΠΡΕΣΒΕΥΤΗΣ ΣΥΜΦΩΝΕΙ ΜΕ ΤΙΣ ΑΠΟΨΕΙΣ ΤΟΥ ΠΡΟΕΔΡΟΥ ΤΖΟΝΣΟΝ (1160, 1256, 1350, 1317)
headline: Ο ΣΤΡΑΤΗΓΟΣ ΓΡΙΒΑΣ ΑΠΑΝΤΑ ΕΙΣ ΤΟΝ ΜΑΚΑΡΙΟΝ (992, 508, 1131, 554)
headline: ΑΣΜΟΣ ΤΩΝ ΚΑΘΟΛΙΚΩΝ (1387, 763, 1547, 779)
article-paragraph: Ὁ ὑπουργὸς Δημοσίων Ἔργων κ. Στυλ. Χουτᾶς ἀπέστειλεν αὐστηρὰν ἐγκύκλιον πρὸς τὰς τεχνικὰς ὑπηρεσίας τοῦ ὑπουργείου, διὰ τῆς ὁποίας ἐφιστᾶ τὴν προσοχὴν τῶν ἐπιβλεπόντων μηχανικῶν εἰς τὴν αὐστηρὰν τήρησιν τῶν συμβάσεων καὶ τὴν ἀποφυγὴν ὑπερβάσεων τῶν προϋπολογισμῶν τῶν ἔργων. (30, 536, 228, 674)
article-paragraph: Ἐκ τοῦ Μεγάλου Αὐλαρχείου ἐξεδόθη χθὲς τὸ πρόγραμμα τῆς κηδείας τοῦ ἀποθανόντος Βασιλέως Παύλου. Αὔριον Δευτέραν καὶ ὥραν 11 π.μ. ἡ σορὸς τοῦ Βασιλέως θὰ μεταφερθῇ ἐκ τῶν Ἀνακτόρων Τατοΐου εἰς τὸν Μητροπολιτικὸν Ναὸν τῶν Ἀθηνῶν. (1157, 218, 1356, 326)
article-paragraph: ΓΛΑΣΚΩΒΗ, 7. (Γαλλ. Πρακτ.). — Ἰσχυρὰ σεισμικὴ δόνησις ἔγινεν αἰσθητὴ σήμερον εἰς τὴν περιοχὴν τῆς Γλασκώβης. Δὲν ἀνεφέρθησαν θύματα. (454, 928, 708, 988)
headline: Εἰς λεωφόρον Βασιλέως Παύλου μετωνομάσθη χθὲς ἡ Κηφισίας (1186, 645, 1537, 694)
article-paragraph: Ὑπολογίζεται ὅτι ἡ δαπάνη διὰ τὴν συντήρησιν τῆς διεθνοῦς δυνάμεως θὰ ἀνέλθῃ εἰς δύο ἑκατομμύρια δολλάρια μηνιαίως. (981, 781, 1142, 858)
article-paragraph: Τὰ δικαστήρια δὲν θὰ λειτουργήσουν τὴν ἡμέραν τῆς κηδείας. (1157, 815, 1356, 846)
divider (30, 1207, 439, 1208)
headline: ΕΠΑΡΚΕΙΑ ΓΕΩΡΓΙΚΩΝ ΚΑΙ ΣΤΑΘΕΡΟΠΟΙΗΣΙΣ ΤΙΜΩΝ (1168, 1563, 1342, 1594)
headline: ΑΥΣΤΗΡΑ ΕΓΚΥΚΛΙΟΣ ΤΟΥ κ. ΣΤ. ΧΟΥΤΑ ΠΡΟΣ ΤΟ ΤΕΧΝΙΚΟΝ ΠΡΟΣΩΠΙΚΟΝ ΔΙΑ ΤΗΝ ΠΡΟΛΗΨΙΝ ΤΩΝ ΥΠΕΡΒΑΣΕΩΝ (34, 435, 435, 498)
divider (1372, 1121, 1567, 1122)
article-paragraph: Συνῆλθε τὸ διοικητικὸν συμβούλιον τῆς Ὁμοσπονδίας Ἀρτοποιῶν καὶ ἀπεφάσισε νὰ ὑποβάλῃ ὑπόμνημα. (240, 1491, 439, 1537)
headline: ΙΣΧΥΡΑ ΣΕΙΣΜΙΚΗ ΔΟΝΗΣΙΣ ΣΥΝΕΚΛΟΝΙΣΕΝ ΕΙΣ ΣΚΟΤΙΑΝ ΤΗΝ ΠΟΛΙΝ ΤΗΣ ΓΛΑΣΚΩΒΗΣ (456, 874, 706, 925)
column-rule (1149, 58, 1150, 2279)
headline: ΚΛΕΙΣΤΑ ΤΑ ΚΑΤΑΣΤΗΜΑΤΑ ΤΗΝ ΗΜΕΡΑΝ ΤΗΣ ΚΗΔΕΙΑΣ (1379, 815, 1555, 846)
article-paragraph: Ὁ στρατηγὸς κ. Γρίβας ἀπαντῶν εἰς δηλώσεις τοῦ Ἀρχιεπισκόπου Μακαρίου ἐτόνισεν ὅτι εἶναι ἕτοιμος νὰ ἐπανέλθῃ εἰς τὴν Κύπρον ἐὰν κληθῇ. (981, 555, 1142, 631)
headline: ΣΥΝΑΝΤΗΣΙΣ ΤΟΥ ΠΡΟΕΔΡΟΥ ΜΠΡΕΖΝΙΕΦ (487, 1307, 675, 1338)
article-paragraph: Κατὰ τὸ λιμεναρχεῖον ἀλιεῖς ἐνετόπισαν νάρκην μεγάλων διαστάσεων πλησίον τῆς ἀκτῆς. (454, 1190, 708, 1220)
headline: ΣΥΝΤΟΜΟΙ ΕΞΩΤΕΡΙΚΑΙ ΕΙΔΗΣΕΙΣ (787, 1173, 1082, 1194)
byline: ΣΟΒΑΡΑΙ ΑΙ ΕΥΘΥΝΑΙ ΤΩΝ ΕΠΙΒΛΕΠΟΝΤΩΝ ΤΟΥ ΥΠΟΥΡΓΕΙΟΥ ΔΗΜ. ΕΡΓΩΝ (39, 501, 430, 532)
headline: ΔΕΝ ΑΠΑΣΧΟΛΕΙ ΠΛΕΟΝ ΤΗΝ ΥΓΕΙΟΝΟΜΙΚΗΝ ΥΠΗΡΕΣΙΑΝ Η ΓΡΙΠΠΗ (33, 1474, 225, 1520)
headline: ΕΝΤΟΣ ΤΗΣ ΕΒΔΟΜΑΔΟΣ ΘΑ ΑΝΑΚΟΙΝΩΘΟΥΝ ΑΙ ΚΥΒΕΡΝΗΤΙΚΑΙ ΑΠΟΦΑΣΕΙΣ ΔΙΑ ΤΑ ΚΑΠΝΑ (31, 929, 438, 968)
divider (30, 794, 439, 795)
article-paragraph: Πρὸς τὴν Κρήτην ἀνεχώρησαν μονάδες τοῦ στρατοῦ πρὸς ἄσκησιν. (1157, 1662, 1353, 1693)
article-paragraph: ΜΟΣΧΑ, 7. (Ρώτερ). — Ἡ ἐφημερὶς «Πράβδα» κατηγορεῖ τὸ ΝΑΤΟ ὅτι ἐπιδιώκει νὰ μετατρέψῃ τὴν Κύπρον εἰς στρατιωτικὴν βάσιν του. (981, 653, 1142, 730)
headline: ΤΑ ΑΙΤΗΜΑΤΑ ΤΩΝ ΒΙΟΜΗΧΑΝΙΩΝ ΤΗΣ ΑΙΘΑΛΟΥΣΗΣ (68, 1361, 191, 1407)
article-paragraph: Τὸ δημοτικὸν συμβούλιον Ἀθηνῶν ἀπεφάσισε τὴν μετονομασίαν τῆς λεωφόρου Κηφισίας εἰς λεωφόρον Βασιλέως Παύλου εἰς ἔνδειξιν τιμῆς. (1157, 700, 1356, 761)
divider (1157, 414, 1566, 415)
headline: ΑΝΕΞΑΡΤΟΠΟΙΗΣΙΝ ΤΗΣ ΟΔΟΝΤΙΑΤΡΙΚΗΣ ΖΗΤΟΥΝ ΟΙ ΟΔΟΝΤΙΑΤΡΟΙ (492, 1225, 670, 1271)
article-paragraph: Ἡ ἐνταφίασις θὰ γίνῃ εἰς τὸ Βασιλικὸν Κοιμητήριον τοῦ Τατοΐου. Μετὰ τὴν ἐξόδιον ἀκολουθίαν ἡ σορὸς θὰ μεταφερθῇ διὰ τῆς λεωφόρου Κηφισίας. (1368, 216, 1566, 278)
article-paragraph: Κατὰ μῆνας αἱ γεννήσεις ἔχουν ὡς ἑξῆς: Ἰανουάριος 13.206, Φεβρουάριος 12.416, Μάρτιος 13.811, Ἀπρίλιος 12.944, Μάιος 13.102, Ἰούνιος 12.687, Ἰούλιος 13.420, Αὔγουστος 12.903. (240, 1090, 439, 1167)
left-column (30, 58, 439, 2279)
article-paragraph: Κατὰ τὰς τελευταίας πληροφορίας ἡ κατάστασις παραμένει ἐξαιρετικῶς τεταμένη καὶ ἐπίκειται γενικὴ ἀντεπίθεσις τῶν Ἑλλήνων πρὸς ἀπελευθέρωσιν τῶν ὁμήρων. (687, 1626, 909, 1687)
byline: ΟΙ ΑΝΑΜΕΝΟΜΕΝΟΙ ΗΓΕΜΟΝΕΣ ΚΑΙ ΑΡΧΗΓΟΙ ΚΡΑΤΩΝ ΔΙΑ ΤΗΝ ΚΗΔΕΙΑΝ (1161, 184, 1562, 214)
article-paragraph: Μετὰ τὸ πέρας τῆς τελετῆς ὁ λαὸς ἐπευφήμησε τὸν Βασιλέα. (1368, 583, 1566, 614)
divider (727, 1011, 1142, 1012)
article-paragraph: Χθὲς τὴν πρωίαν ἐψάλη εἰς τὸν Μητροπολιτικὸν Ναὸν τὸ πολυχρόνιον τοῦ νέου Βασιλέως παρουσίᾳ τῆς Κυβερνήσεως καὶ πλήθους λαοῦ. Ἐχοροστάτησεν ὁ Ἀρχιεπίσκοπος Ἀθηνῶν. (1368, 489, 1566, 581)
headline: ΡΩΣΙΚΑ ΣΧΟΛΙΑ (1010, 636, 1112, 652)
